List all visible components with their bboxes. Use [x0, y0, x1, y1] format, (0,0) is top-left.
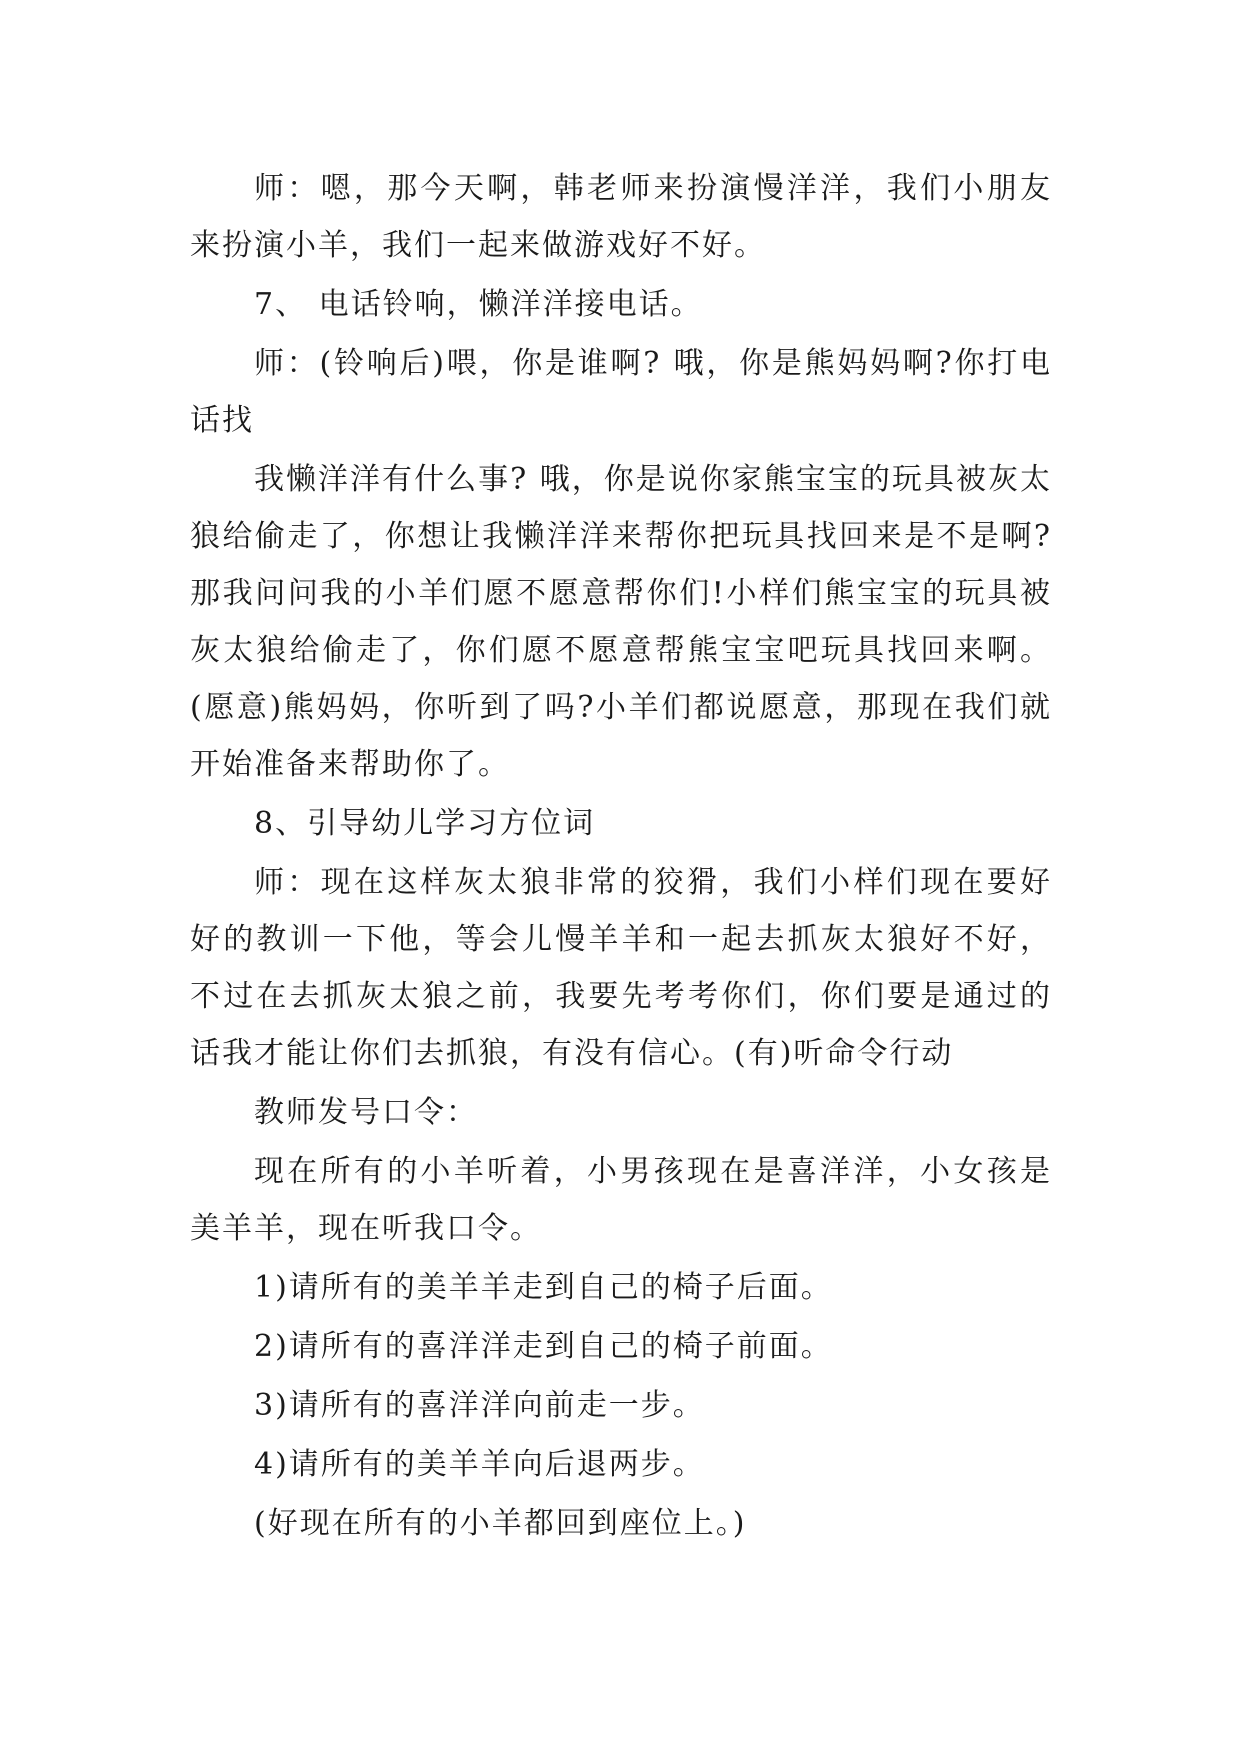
paragraph-step-7: 7、 电话铃响，懒洋洋接电话。: [254, 287, 703, 322]
paragraph-phone-dialogue: 我懒洋洋有什么事? 哦，你是说你家熊宝宝的玩具被灰太狼给偷走了，你想让我懒洋洋来帮你把玩具找回来是不是啊?那我问问我的小羊们愿不愿意帮你们!小样们熊宝宝的玩具被灰太狼给偷走了，你们愿不愿意帮熊宝宝吧玩具找回来啊。(愿意)熊妈妈，你听到了吗?小羊们都说愿意，那现在我们就开始准备来帮助你了。: [190, 462, 1052, 782]
paragraph-closing: (好现在所有的小羊都回到座位上。): [254, 1506, 747, 1541]
list-item-command-2: 2)请所有的喜洋洋走到自己的椅子前面。: [254, 1329, 833, 1364]
document-body: [190, 160, 1052, 1554]
list-item-command-4: 4)请所有的美羊羊向后退两步。: [254, 1447, 705, 1482]
list-item-command-1: 1)请所有的美羊羊走到自己的椅子后面。: [254, 1270, 833, 1305]
paragraph-command-heading: 教师发号口令：: [254, 1095, 478, 1130]
list-item-command-3: 3)请所有的喜洋洋向前走一步。: [254, 1388, 705, 1423]
paragraph-command-intro: 现在所有的小羊听着，小男孩现在是喜洋洋，小女孩是美羊羊，现在听我口令。: [190, 1154, 1052, 1246]
paragraph-teacher-intro: 师：嗯，那今天啊，韩老师来扮演慢洋洋，我们小朋友来扮演小羊，我们一起来做游戏好不好。: [190, 171, 1052, 263]
paragraph-step-8: 8、引导幼儿学习方位词: [254, 806, 596, 841]
paragraph-teacher-challenge: 师：现在这样灰太狼非常的狡猾，我们小样们现在要好好的教训一下他，等会儿慢羊羊和一起去抓灰太狼好不好，不过在去抓灰太狼之前，我要先考考你们，你们要是通过的话我才能让你们去抓狼，有没有信心。(有)听命令行动: [190, 865, 1052, 1071]
paragraph-phone-call: 师：(铃响后)喂，你是谁啊? 哦，你是熊妈妈啊?你打电话找: [190, 346, 1052, 438]
